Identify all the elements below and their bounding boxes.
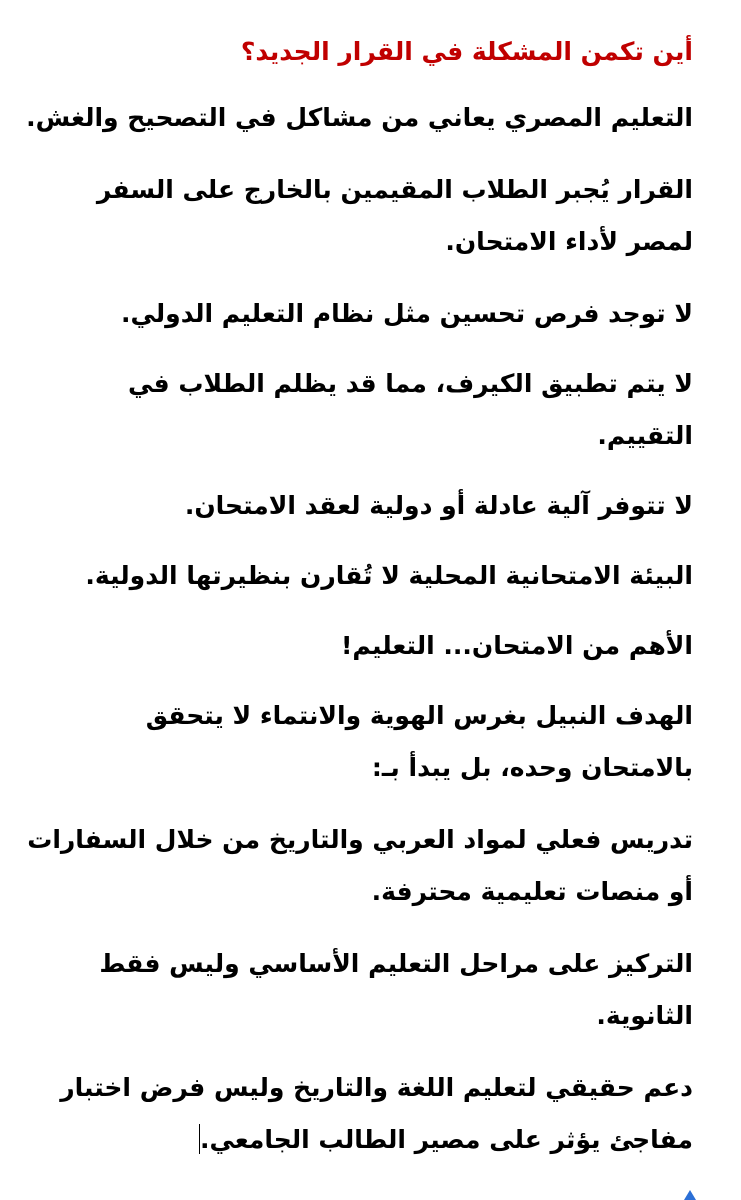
paragraph-text: دعم حقيقي لتعليم اللغة والتاريخ وليس فرض اختبار مفاجئ يؤثر على مصير الطالب الجامعي. (60, 1073, 693, 1154)
paragraph: لا يتم تطبيق الكيرف، مما قد يظلم الطلاب في التقييم. (128, 369, 693, 450)
paragraph: البيئة الامتحانية المحلية لا تُقارن بنظيرتها الدولية. (85, 561, 693, 590)
document-heading: أين تكمن المشكلة في القرار الجديد؟ (240, 37, 693, 66)
paragraph-with-cursor[interactable] (26, 1062, 693, 1166)
selection-handle-icon[interactable] (684, 1190, 696, 1200)
paragraph: الهدف النبيل بغرس الهوية والانتماء لا يتحقق بالامتحان وحده، بل يبدأ بـ: (145, 701, 693, 782)
paragraph: لا توجد فرص تحسين مثل نظام التعليم الدولي. (120, 299, 693, 328)
paragraph: القرار يُجبر الطلاب المقيمين بالخارج على السفر لمصر لأداء الامتحان. (96, 175, 693, 256)
paragraph: تدريس فعلي لمواد العربي والتاريخ من خلال السفارات أو منصات تعليمية محترفة. (27, 825, 693, 906)
paragraph: الأهم من الامتحان... التعليم! (340, 631, 693, 660)
paragraph: لا تتوفر آلية عادلة أو دولية لعقد الامتحان. (184, 491, 693, 520)
paragraph: التركيز على مراحل التعليم الأساسي وليس فقط الثانوية. (99, 949, 693, 1030)
paragraph: التعليم المصري يعاني من مشاكل في التصحيح والغش. (26, 103, 693, 132)
